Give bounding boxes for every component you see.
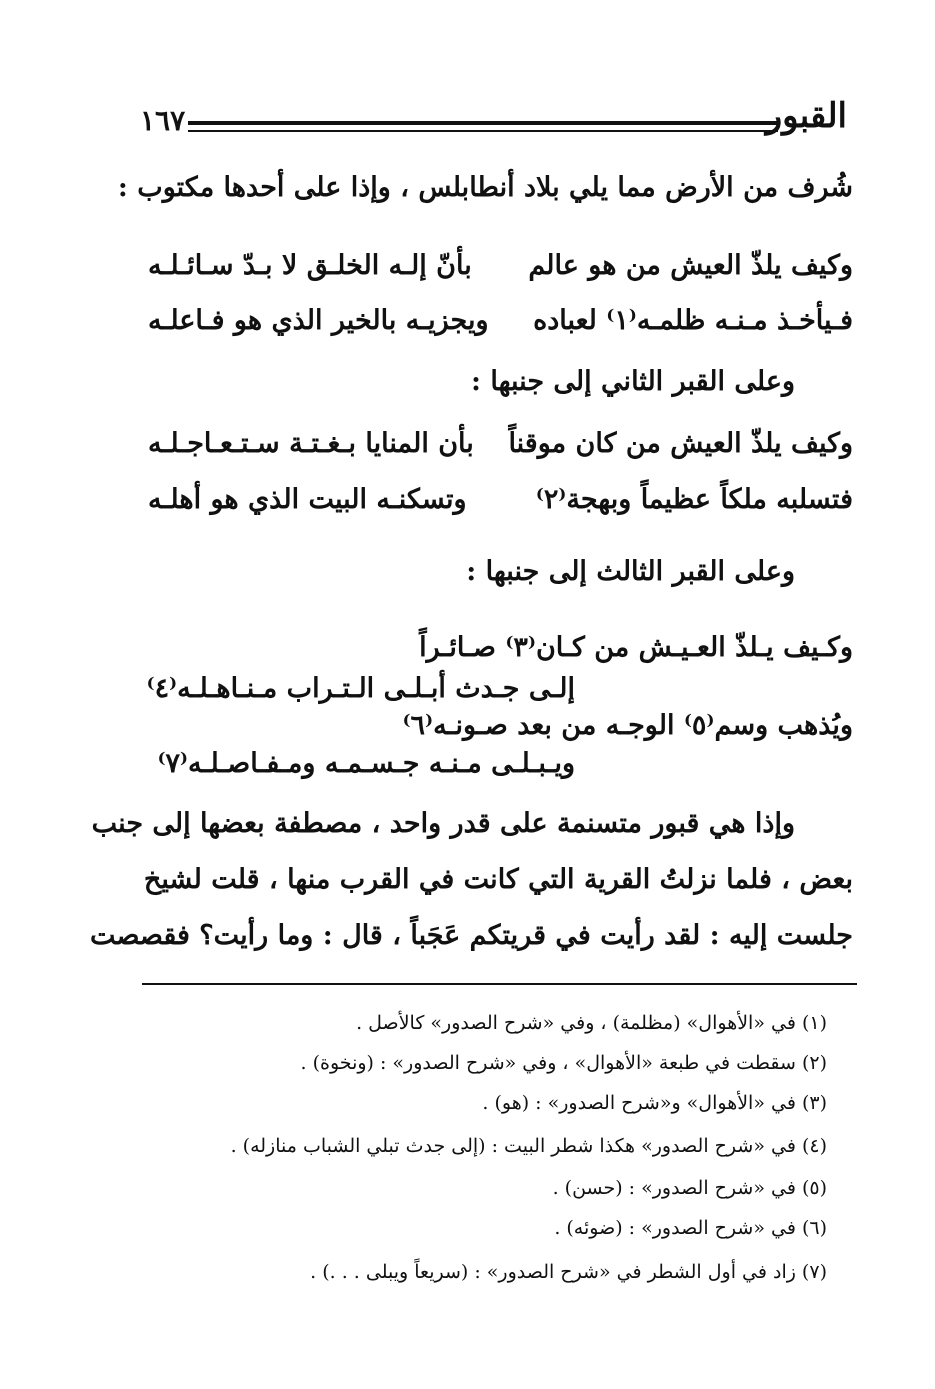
poem3-line3: ويُذهب وسم⁽٥⁾ الوجـه من بعد صـونـه⁽٦⁾ (402, 710, 853, 741)
poem2-line2-right: فتسلبه ملكاً عظيماً وبهجة⁽٢⁾ (535, 484, 853, 515)
header-rule-thin (188, 130, 778, 132)
poem2-line2-left: وتسكنـه البيت الذي هو أهلـه (148, 484, 467, 515)
poem1-line2-right: فـيأخـذ مـنـه ظلمـه⁽١⁾ لعباده (533, 305, 853, 336)
poem2-line1-right: وكيف يلذّ العيش من كان موقناً (508, 428, 853, 459)
header-rule-thick (188, 121, 778, 125)
footnote-separator (142, 983, 857, 985)
page-number: ١٦٧ (140, 104, 186, 137)
poem1-line1-right: وكيف يلذّ العيش من هو عالم (528, 250, 853, 281)
paragraph-line3: جلست إليه : لقد رأيت في قريتكم عَجَباً ، قال : وما رأيت؟ فقصصت (89, 920, 853, 951)
second-grave-heading: وعلى القبر الثاني إلى جنبها : (471, 366, 795, 397)
poem3-line2: إلـى جـدث أبـلـى الـتـراب مـنـاهـلـه⁽٤⁾ (146, 673, 575, 704)
footnote-1: (١) في «الأهوال» (مظلمة) ، وفي «شرح الصدور» كالأصل . (356, 1012, 827, 1034)
poem1-line1-left: بأنّ إلـه الخلـق لا بـدّ سـائـلـه (148, 250, 472, 281)
poem3-line1: وكـيف يـلذّ العـيـش من كـان⁽٣⁾ صـائـراً (419, 632, 853, 663)
footnote-4: (٤) في «شرح الصدور» هكذا شطر البيت : (إلى جدث تبلي الشباب منازله) . (230, 1135, 827, 1157)
footnote-5: (٥) في «شرح الصدور» : (حسن) . (552, 1177, 827, 1199)
paragraph-line2: بعض ، فلما نزلتُ القرية التي كانت في القرب منها ، قلت لشيخ (143, 864, 853, 895)
footnote-2: (٢) سقطت في طبعة «الأهوال» ، وفي «شرح الصدور» : (ونخوة) . (300, 1052, 827, 1074)
footnote-6: (٦) في «شرح الصدور» : (ضوئه) . (554, 1217, 827, 1239)
running-header-title: القبور (765, 96, 847, 136)
footnote-7: (٧) زاد في أول الشطر في «شرح الصدور» : (سريعاً ويبلى . . .) . (310, 1261, 827, 1283)
intro-line: شُرف من الأرض مما يلي بلاد أنطابلس ، وإذا على أحدها مكتوب : (117, 172, 853, 203)
poem1-line2-left: ويجزيـه بالخير الذي هو فـاعلـه (148, 305, 489, 336)
paragraph-line1: وإذا هي قبور متسنمة على قدر واحد ، مصطفة بعضها إلى جنب (91, 808, 795, 839)
poem2-line1-left: بأن المنايا بـغـتـة سـتـعـاجـلـه (148, 428, 474, 459)
poem3-line4: ويـبـلـى مـنـه جـسـمـه ومـفـاصـلـه⁽٧⁾ (157, 748, 575, 779)
third-grave-heading: وعلى القبر الثالث إلى جنبها : (466, 556, 795, 587)
footnote-3: (٣) في «الأهوال» و«شرح الصدور» : (هو) . (482, 1092, 827, 1114)
